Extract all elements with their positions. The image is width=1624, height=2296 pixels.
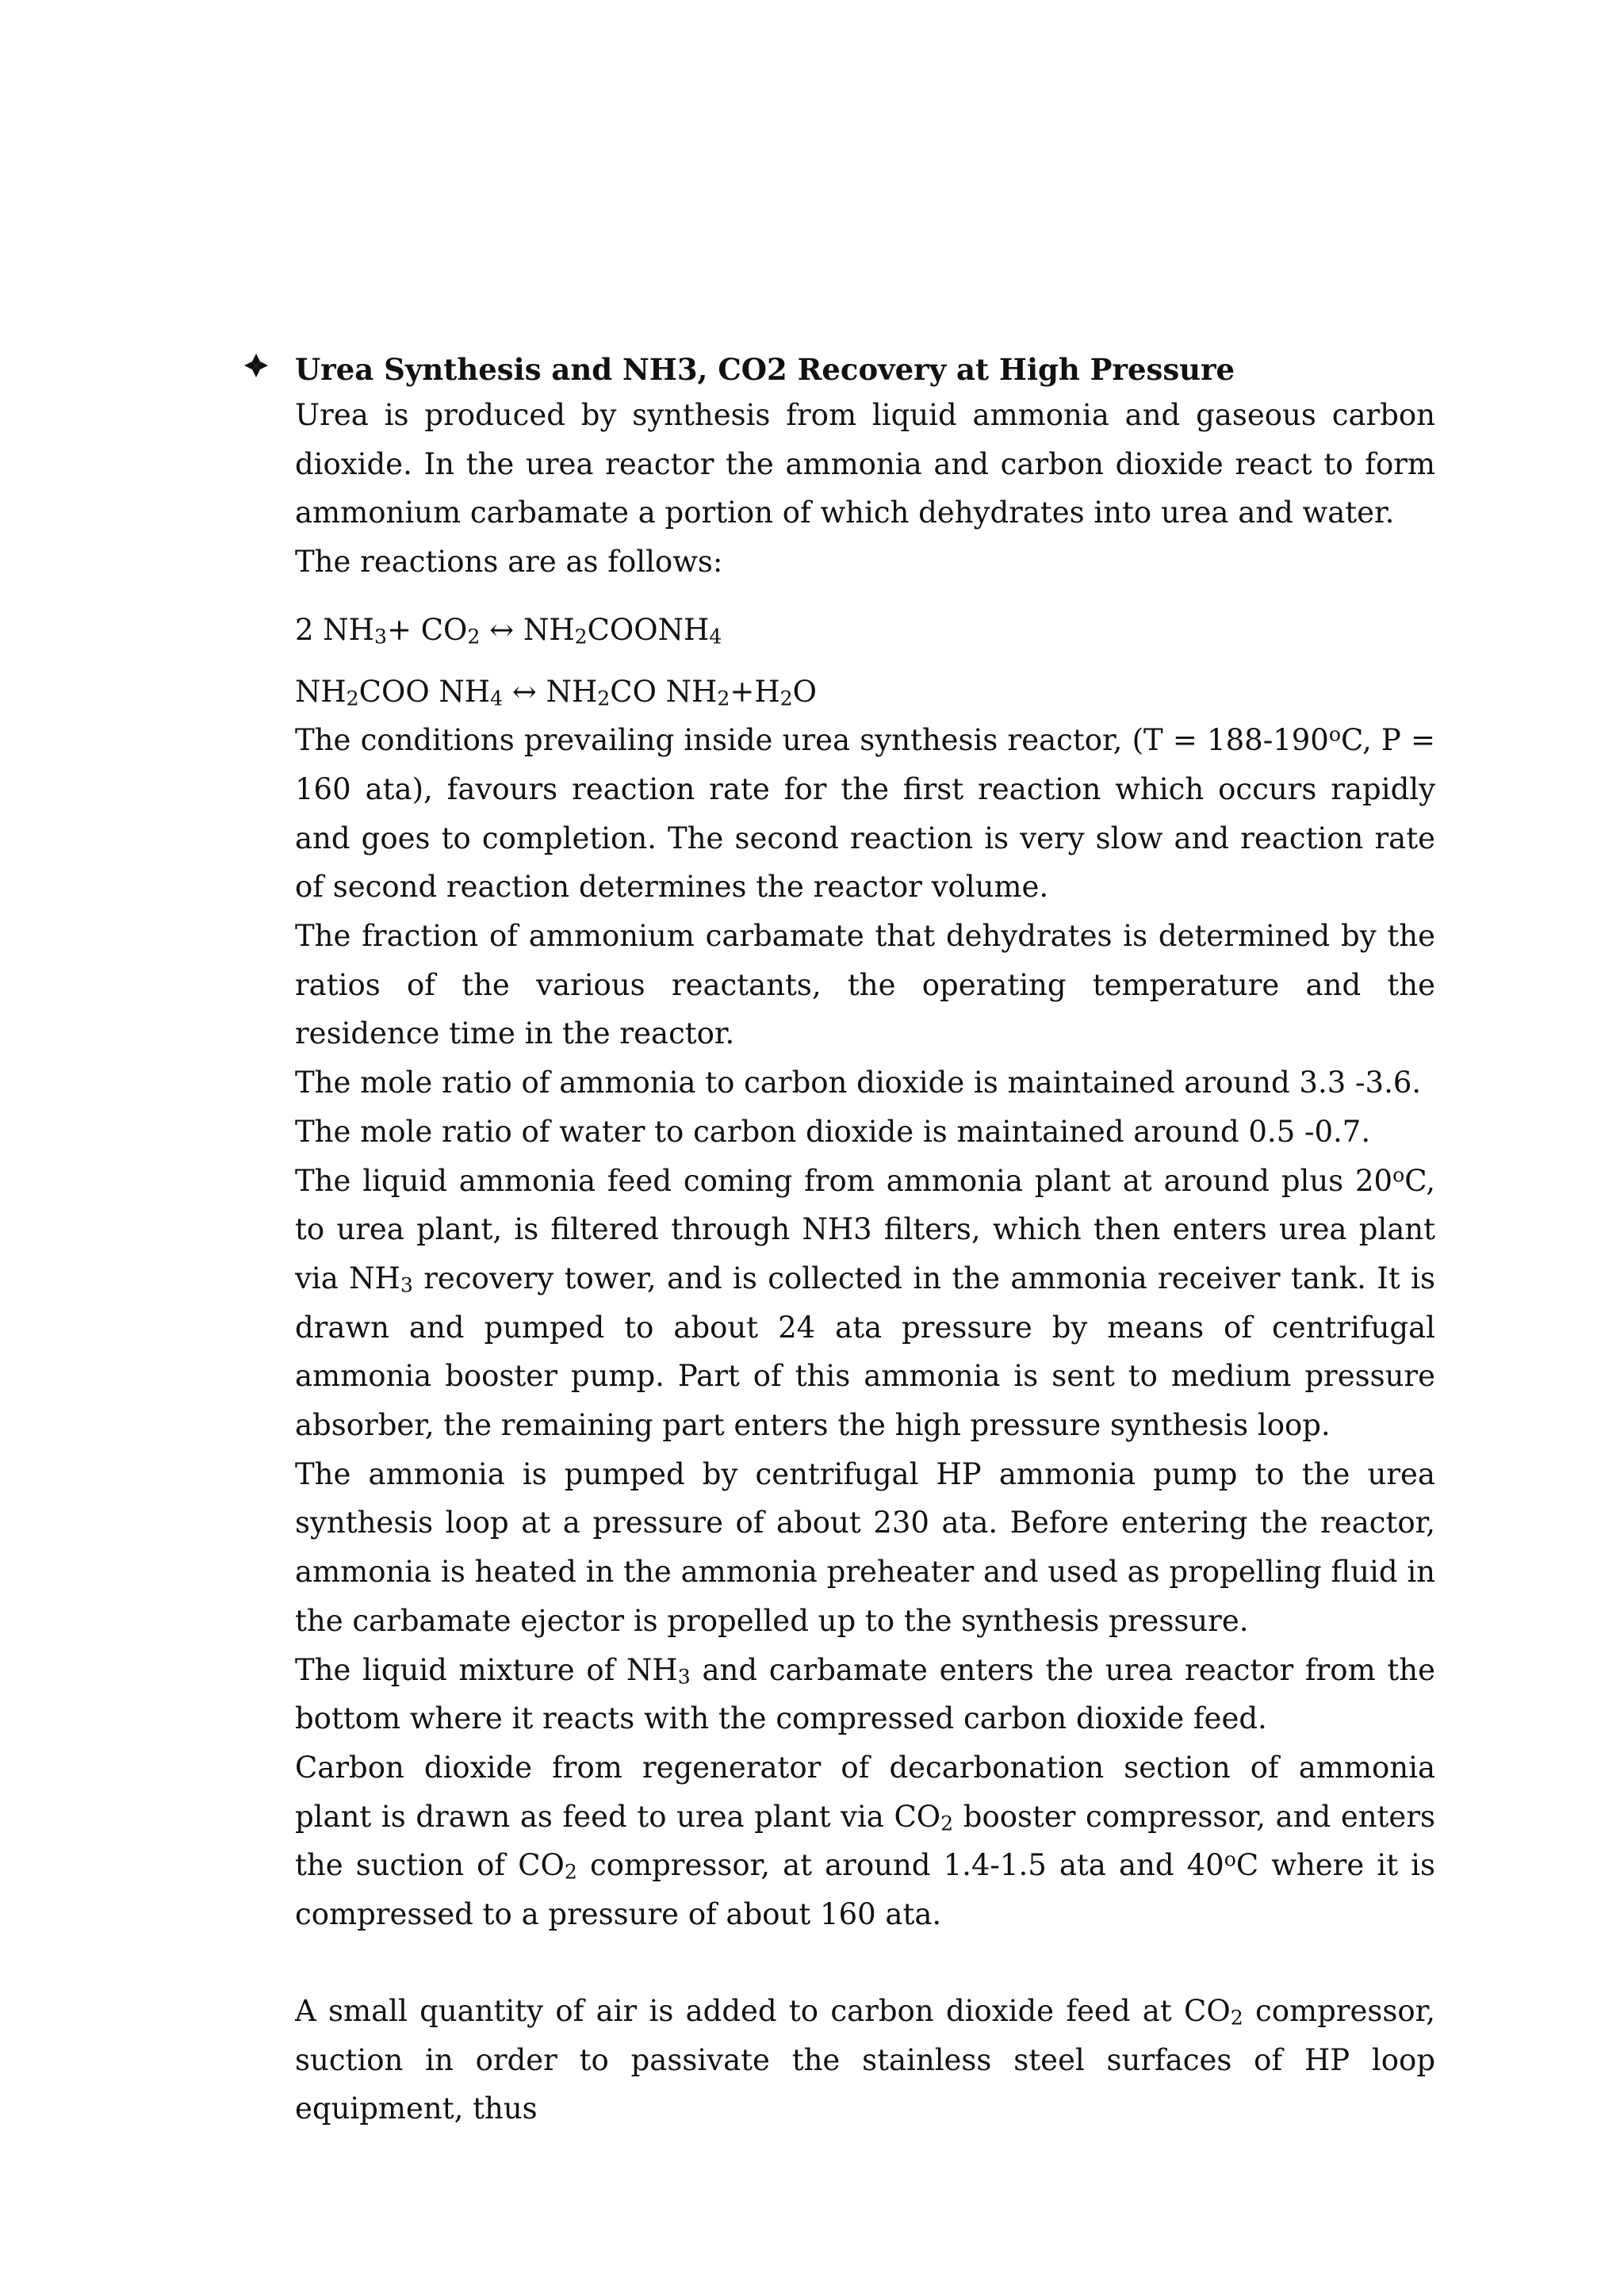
liquid-mixture-paragraph: The liquid mixture of $NH_3$ and carbamate enters the urea reactor from the bottom where it reacts with the compressed carbon dioxide feed. [295,1652,1435,1736]
fraction-paragraph: The fraction of ammonium carbamate that dehydrates is determined by the ratios of the various reactants, the operating temperature and the residence time in the reactor. [295,919,1435,1051]
section-heading: Urea Synthesis and NH3, CO2 Recovery at High Pressure [295,352,1235,387]
section-heading-row [244,347,1434,392]
document-body [295,391,1435,2133]
liquid-ammonia-paragraph: The liquid ammonia feed coming from ammonia plant at around plus 20$^o$C, to urea plant, is filtered through NH3 filters, which then enters urea plant via $NH_3$ recovery tower, and is collected in the ammonia receiver tank. It is drawn and pumped to about 24 ata pressure by means of centrifugal ammonia booster pump. Part of this ammonia is sent to medium pressure absorber, the remaining part enters the high pressure synthesis loop. [295,1163,1435,1443]
reaction-equation-1: 2 $NH_3+ CO_2$ ↔ $NH_2COONH_4$ [295,612,722,649]
diamond-bullet-icon [244,354,268,377]
carbon-dioxide-paragraph: Carbon dioxide from regenerator of decarbonation section of ammonia plant is drawn as feed to urea plant via $CO_2$ booster compressor, and enters the suction of $CO_2$ compressor, at around 1.4-1.5 ata and 40$^o$C where it is compressed to a pressure of about 160 ata. [295,1750,1436,1932]
reaction-equation-2: $NH_2COO$ $NH_4$ ↔ $NH_2CO$ $NH_2+H_2O$ [295,674,817,710]
water-ratio-line: The mole ratio of water to carbon dioxide is maintained around 0.5 -0.7. [295,1114,1371,1149]
reactions-intro: The reactions are as follows: [295,545,723,580]
intro-paragraph: Urea is produced by synthesis from liquid ammonia and gaseous carbon dioxide. In the urea reactor the ammonia and carbon dioxide react to form ammonium carbamate a portion of which dehydrates into urea and water. [295,398,1435,530]
ammonia-ratio-line: The mole ratio of ammonia to carbon dioxide is maintained around 3.3 -3.6. [295,1066,1422,1100]
small-quantity-paragraph: A small quantity of air is added to carbon dioxide feed at $CO_2$ compressor, suction in order to passivate the stainless steel surfaces of HP loop equipment, thus [295,1993,1435,2126]
conditions-paragraph: The conditions prevailing inside urea synthesis reactor, ($T = 188-190^oC$, P = 160 ata), favours reaction rate for the first reaction which occurs rapidly and goes to completion. The second reaction is very slow and reaction rate of second reaction determines the reactor volume. [295,722,1435,905]
ammonia-pumped-paragraph: The ammonia is pumped by centrifugal HP ammonia pump to the urea synthesis loop at a pressure of about 230 ata. Before entering the reactor, ammonia is heated in the ammonia preheater and used as propelling fluid in the carbamate ejector is propelled up to the synthesis pressure. [295,1456,1435,1638]
